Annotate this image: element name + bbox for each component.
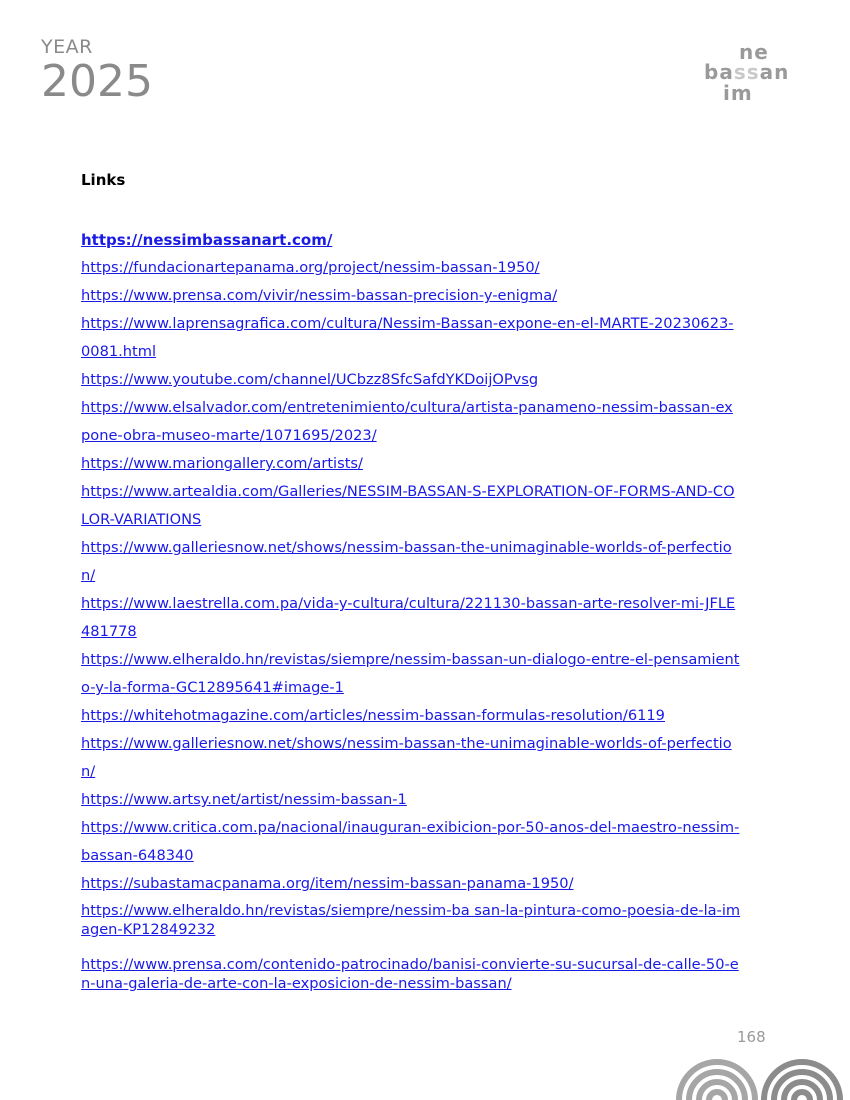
link-artsy[interactable]: https://www.artsy.net/artist/nessim-bassan-1 [81,791,407,808]
link-elheraldo-poesia[interactable]: https://www.elheraldo.hn/revistas/siempre/nessim-ba san-la-pintura-como-poesia-de-la-imagen-KP12849232 [81,902,741,938]
link-elsalvador[interactable]: https://www.elsalvador.com/entretenimiento/cultura/artista-panameno-nessim-bassan-expone-obra-museo-marte/1071695/2023/ [81,399,733,444]
link-elheraldo-dialogo[interactable]: https://www.elheraldo.hn/revistas/siempre/nessim-bassan-un-dialogo-entre-el-pensamiento-y-la-forma-GC12895641#image-1 [81,651,740,696]
logo-line-2 [704,62,789,82]
link-whitehotmagazine[interactable]: https://whitehotmagazine.com/articles/nessim-bassan-formulas-resolution/6119 [81,707,665,724]
link-laestrella[interactable]: https://www.laestrella.com.pa/vida-y-cultura/cultura/221130-bassan-arte-resolver-mi-JFLE481778 [81,595,736,640]
year-value: 2025 [41,56,153,107]
year-label: YEAR [41,36,93,58]
link-youtube-channel[interactable]: https://www.youtube.com/channel/UCbzz8SfcSafdYKDoijOPvsg [81,371,539,388]
link-prensa-precision[interactable]: https://www.prensa.com/vivir/nessim-bassan-precision-y-enigma/ [81,287,558,304]
link-prensa-banisi[interactable]: https://www.prensa.com/contenido-patrocinado/banisi-convierte-su-sucursal-de-calle-50-en-una-galeria-de-arte-con-la-exposicion-de-nessim-bassan/ [81,956,739,992]
link-galleriesnow-1[interactable]: https://www.galleriesnow.net/shows/nessim-bassan-the-unimaginable-worlds-of-perfection/ [81,539,732,584]
link-critica[interactable]: https://www.critica.com.pa/nacional/inauguran-exibicion-por-50-anos-del-maestro-nessim-bassan-648340 [81,819,740,864]
logo-line-2-a: ba [704,60,734,84]
section-heading: Links [81,171,126,189]
page-number: 168 [737,1028,766,1046]
link-galleriesnow-2[interactable]: https://www.galleriesnow.net/shows/nessim-bassan-the-unimaginable-worlds-of-perfection/ [81,735,732,780]
link-fundacionartepanama[interactable]: https://fundacionartepanama.org/project/nessim-bassan-1950/ [81,259,540,276]
logo-line-1: ne [739,40,769,64]
link-laprensagrafica[interactable]: https://www.laprensagrafica.com/cultura/Nessim-Bassan-expone-en-el-MARTE-20230623-0081.html [81,315,734,360]
nessim-bassan-logo [700,42,812,106]
link-mariongallery[interactable]: https://www.mariongallery.com/artists/ [81,455,363,472]
link-nessimbassanart[interactable]: https://nessimbassanart.com/ [81,231,333,249]
logo-line-2-c: an [759,60,790,84]
year-block [41,36,153,105]
concentric-arcs-decoration [672,1052,850,1100]
links-list [81,226,741,993]
logo-line-2-highlight: ss [733,60,760,84]
logo-line-3: im [723,81,753,105]
link-artealdia[interactable]: https://www.artealdia.com/Galleries/NESSIM-BASSAN-S-EXPLORATION-OF-FORMS-AND-COLOR-VARIATIONS [81,483,735,528]
link-subastamacpanama[interactable]: https://subastamacpanama.org/item/nessim-bassan-panama-1950/ [81,875,574,892]
